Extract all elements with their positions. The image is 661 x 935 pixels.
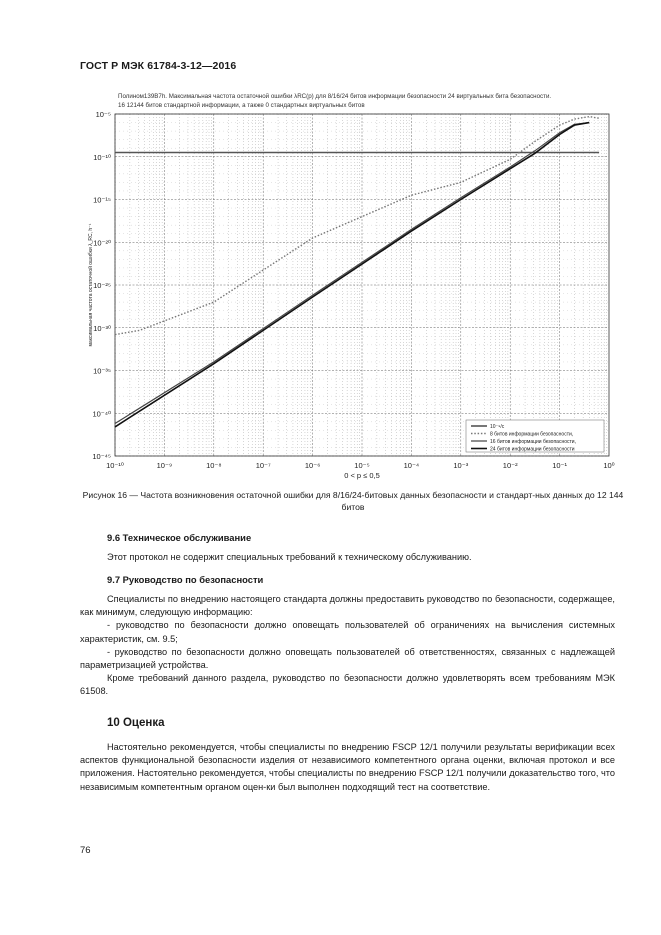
y-tick-labels [92,110,111,461]
x-tick-label: 10⁻³ [453,461,469,470]
x-tick-label: 10⁻⁶ [304,461,321,470]
paragraph: Кроме требований данного раздела, руководство по безопасности должно удовлетворять всем требованиям МЭК 61508. [80,673,615,697]
paragraph: Настоятельно рекомендуется, чтобы специалисты по внедрению FSCP 12/1 получили результаты верификации всех аспектов функциональной безопасности изделия от независимого компетентного органа оценки, включая протокол и все приложения. Настоятельно рекомендуется, чтобы специалисты по внедрению FSCP 12/1 получили доказательство того, что независимым компетентным органом оцен-ки был выполнен подходящий тест на соответствие. [80,742,615,792]
y-axis-label: максимальная частота остаточной ошибки λ_RC, h⁻¹ [88,223,94,347]
paragraph: - руководство по безопасности должно оповещать пользователей об ответственностях, связанных с надлежащей параметризацией устройства. [80,646,615,671]
y-tick-label: 10⁻³⁰ [93,323,111,333]
figure-caption: Рисунок 16 — Частота возникновения остаточной ошибки для 8/16/24-битовых данных безопасности и стандарт-ных данных до 12 144 битов [82,490,624,512]
y-tick-label: 10⁻²⁵ [93,281,111,290]
x-tick-label: 10⁻¹ [552,461,568,470]
x-axis-label: 0 < p ≤ 0,5 [344,471,380,480]
paragraph: - руководство по безопасности должно оповещать пользователей об ограничениях на вычисления системных характеристик, см. 9.5; [80,620,615,644]
legend-label: 16 битов информации безопасности, [490,438,576,445]
section-10-heading: 10 Оценка [107,717,165,729]
section-9-6-heading: 9.6 Техническое обслуживание [107,532,252,543]
chart-series [115,117,599,427]
chart-legend [466,420,604,452]
legend-label: 8 битов информации безопасности, [490,431,574,438]
section-9-7-text [80,593,615,699]
section-9-6-text [80,551,615,564]
legend-label: 10⁻⁹/с [490,423,505,430]
paragraph: Этот протокол не содержит специальных требований к техническому обслуживанию. [107,552,472,562]
document-header: ГОСТ Р МЭК 61784-3-12—2016 [80,60,237,72]
y-tick-label: 10⁻⁴⁰ [92,409,111,419]
paragraph: Специалисты по внедрению настоящего стандарта должны предоставить руководство по безопасности, содержащее, как минимум, следующую информацию: [80,594,615,618]
x-tick-label: 10⁻⁹ [156,461,173,470]
x-tick-labels [106,461,615,470]
chart-grid [115,114,609,456]
section-10-text [80,741,615,794]
y-tick-label: 10⁻⁵ [95,110,111,119]
x-tick-label: 10⁻² [502,461,518,470]
y-tick-label: 10⁻⁴⁵ [92,452,111,461]
y-tick-label: 10⁻¹⁰ [93,152,111,162]
y-tick-label: 10⁻¹⁵ [93,195,111,205]
x-tick-label: 10⁻⁵ [354,461,370,470]
series-line-3 [115,123,589,424]
page-number: 76 [80,845,91,856]
x-tick-label: 10⁻⁷ [255,461,271,470]
y-tick-label: 10⁻²⁰ [93,238,111,248]
x-tick-label: 10⁻¹⁰ [106,461,124,470]
y-tick-label: 10⁻³⁵ [93,366,111,376]
figure-title-line1: Полином139B7h. Максимальная частота остаточной ошибки λRC(p) для 8/16/24 битов информации безопасности 24 виртуальных бита безопасности. [118,93,552,100]
series-line-4 [115,123,589,427]
section-9-7-heading: 9.7 Руководство по безопасности [107,574,264,585]
x-tick-label: 10⁻⁴ [403,461,420,470]
figure-title-line2: 16 12144 битов стандартной информации, а также 0 стандартных виртуальных битов [118,102,365,109]
x-tick-label: 10⁻⁸ [206,461,222,470]
x-tick-label: 10⁰ [603,461,615,470]
legend-label: 24 битов информации безопасности [490,446,575,453]
